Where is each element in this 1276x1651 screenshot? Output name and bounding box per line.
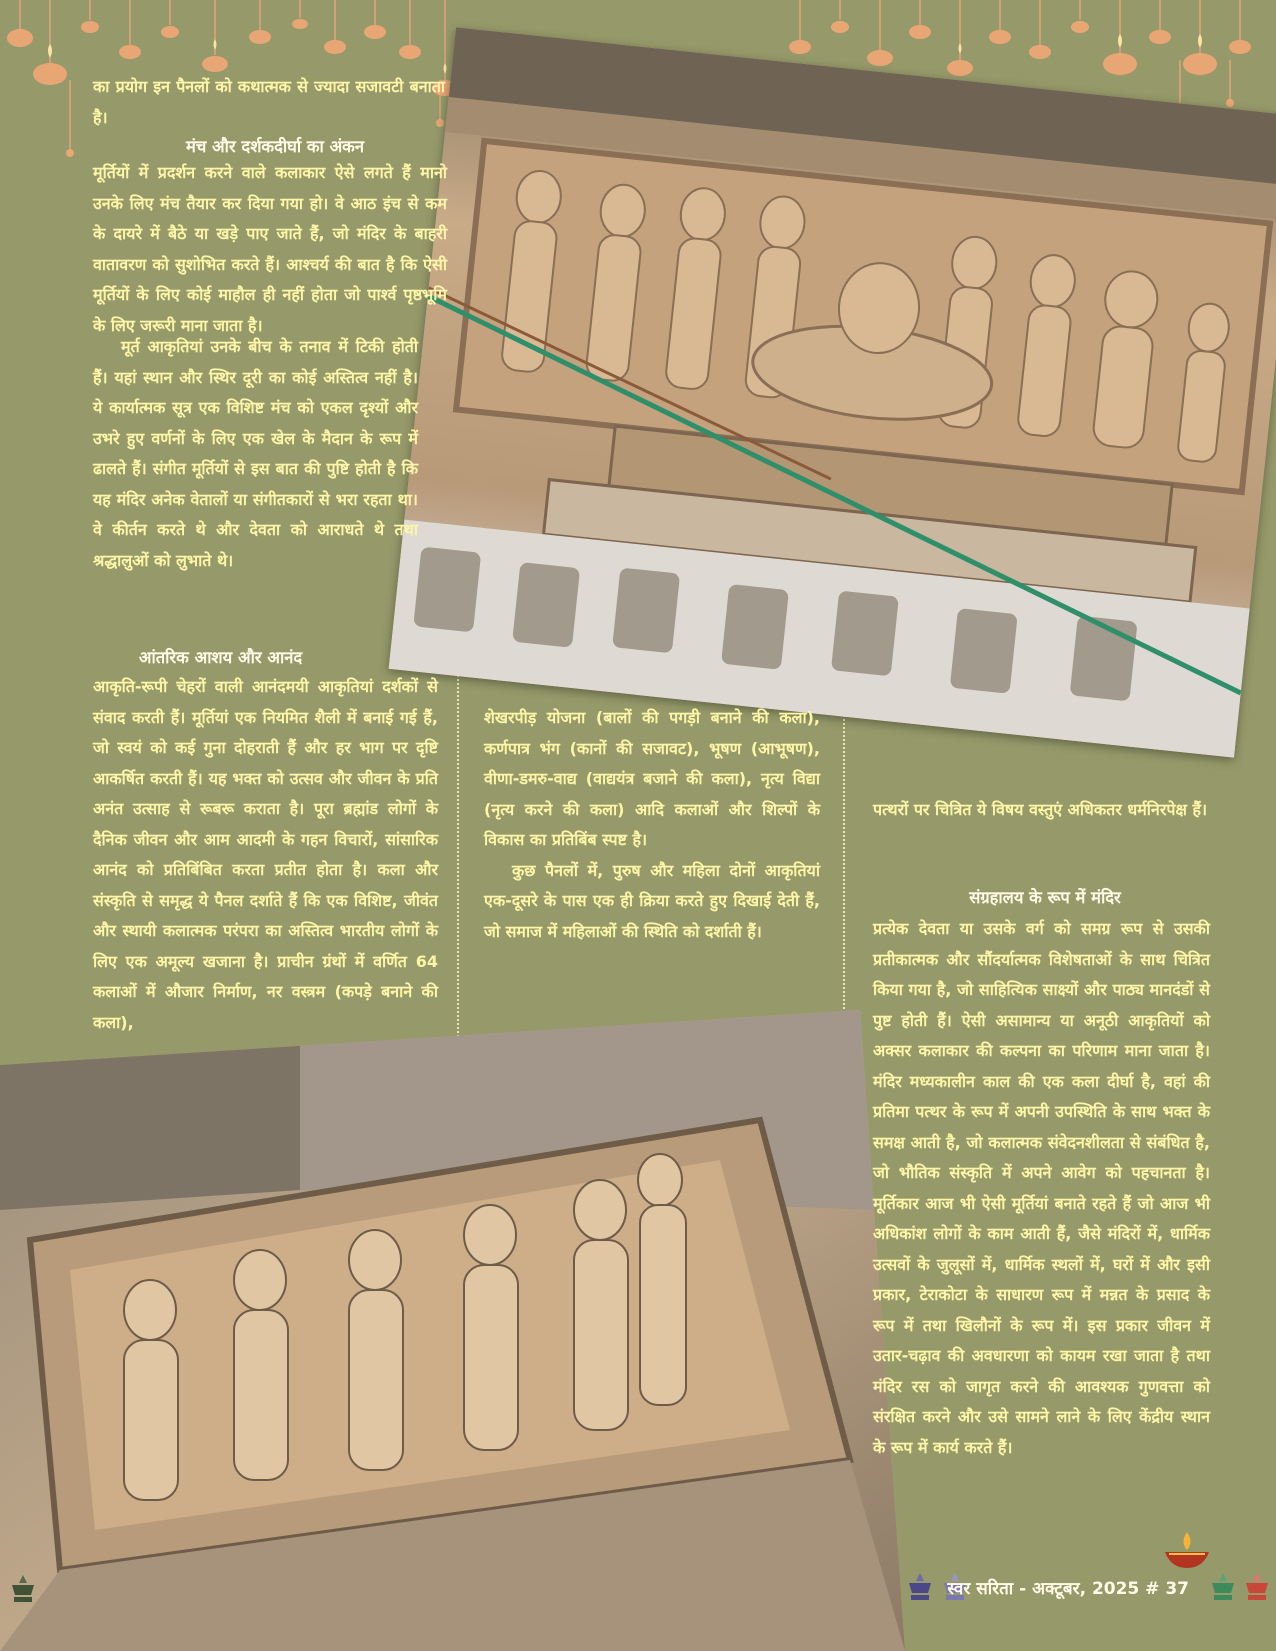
middle-paragraph-2: कुछ पैनलों में, पुरुष और महिला दोनों आकृतियां एक-दूसरे के पास एक ही क्रिया करते हुए दिखाई देती हैं, जो समाज में महिलाओं की स्थिति को दर्शाती हैं। — [484, 860, 820, 941]
left-text-block-3 — [93, 672, 438, 1038]
left-intro-paragraph: का प्रयोग इन पैनलों को कथात्मक से ज्यादा सजावटी बनाता है। — [93, 77, 445, 127]
column-divider-right — [843, 700, 845, 1020]
left-text-block-2 — [93, 332, 418, 576]
right-intro-text — [873, 795, 1210, 826]
middle-text-block — [484, 703, 820, 947]
temple-frieze-photo-top — [389, 27, 1276, 757]
temple-frieze-photo-bottom — [0, 1010, 905, 1651]
footer-lamp-icon-right-4 — [1242, 1571, 1272, 1605]
middle-paragraph-1: शेखरपीड़ योजना (बालों की पगड़ी बनाने की कला), कर्णपात्र भंग (कानों की सजावट), भूषण (आभूषण), वीणा-डमरु-वाद्य (वाद्ययंत्र बजाने की कला), नृत्य विद्या (नृत्य करने की कला) आदि कलाओं और शिल्पों के विकास का प्रतिबिंब स्पष्ट है। — [484, 708, 820, 849]
section-heading-inner-meaning: आंतरिक आशय और आनंद — [138, 648, 303, 667]
diya-lamp-icon — [1163, 1530, 1211, 1570]
left-text-block-1 — [93, 158, 447, 341]
left-intro-text — [93, 72, 445, 133]
left-paragraph-1: मूर्तियों में प्रदर्शन करने वाले कलाकार ऐसे लगते हैं मानो उनके लिए मंच तैयार कर दिया गया हो। वे आठ इंच से कम के दायरे में बैठे या खड़े पाए जाते हैं, जो मंदिर के बाहरी वातावरण को सुशोभित करते हैं। आश्चर्य की बात है कि ऐसी मूर्तियों के लिए कोई माहौल ही नहीं होता जो पार्श्व पृष्ठभूमि के लिए जरूरी माना जाता है। — [93, 163, 447, 335]
right-text-block — [873, 914, 1210, 1463]
page-footer: स्वर सरिता - अक्टूबर, 2025 # 37 — [947, 1579, 1189, 1599]
section-heading-stage: मंच और दर्शकदीर्घा का अंकन — [185, 137, 365, 156]
footer-lamp-icon-left-1 — [8, 1573, 38, 1607]
right-paragraph-1: प्रत्येक देवता या उसके वर्ग को समग्र रूप से उसकी प्रतीकात्मक और सौंदर्यात्मक विशेषताओं के साथ चित्रित किया गया है, जो साहित्यिक साक्ष्यों और पाठ्य मानदंडों से पुष्ट होती हैं। ऐसी असामान्य या अनूठी आकृतियों को अक्सर कलाकार की कल्पना का परिणाम माना जाता है। मंदिर मध्यकालीन काल की एक कला दीर्घा है, वहां की प्रतिमा पत्थर के रूप में अपनी उपस्थिति के साथ भक्त के समक्ष आती है, जो कलात्मक संवेदनशीलता से संबंधित है, जो भौतिक संस्कृति में अपने आवेग को पहचानता है। मूर्तिकार आज भी ऐसी मूर्तियां बनाते रहते हैं जो आज भी अधिकांश लोगों के काम आती हैं, जैसे मंदिरों में, धार्मिक उत्सवों के जुलूसों में, धार्मिक स्थलों में, घरों में और इसी प्रकार, टेराकोटा के साधारण रूप में मन्नत के प्रसाद के रूप में तथा खिलौनों के रूप में। इस प्रकार जीवन में उतार-चढ़ाव की अवधारणा को कायम रखा जाता है तथा मंदिर रस को जागृत करने की आवश्यक गुणवत्ता को संरक्षित करने और उसे सामने लाने के लिए केंद्रीय स्थान के रूप में कार्य करते हैं। — [873, 919, 1210, 1457]
footer-lamp-icon-right-3 — [1208, 1571, 1238, 1605]
right-intro-paragraph: पत्थरों पर चित्रित ये विषय वस्तुएं अधिकतर धर्मनिरपेक्ष हैं। — [873, 800, 1208, 819]
footer-lamp-icon-right-1 — [905, 1571, 935, 1605]
section-heading-museum: संग्रहालय के रूप में मंदिर — [969, 888, 1121, 907]
left-paragraph-2: मूर्त आकृतियां उनके बीच के तनाव में टिकी होती हैं। यहां स्थान और स्थिर दूरी का कोई अस्तित्व नहीं है। ये कार्यात्मक सूत्र एक विशिष्ट मंच को एकल दृश्यों और उभरे हुए वर्णनों के लिए एक खेल के मैदान के रूप में ढालते हैं। संगीत मूर्तियों से इस बात की पुष्टि होती है कि यह मंदिर अनेक वेतालों या संगीतकारों से भरा रहता था। वे कीर्तन करते थे और देवता को आराधते थे तथा श्रद्धालुओं को लुभाते थे। — [93, 337, 418, 570]
left-paragraph-3: आकृति-रूपी चेहरों वाली आनंदमयी आकृतियां दर्शकों से संवाद करती हैं। मूर्तियां एक नियमित शैली में बनाई गई हैं, जो स्वयं को कई गुना दोहराती हैं और हर भाग पर दृष्टि आकर्षित करती हैं। यह भक्त को उत्सव और जीवन के प्रति अनंत उत्साह से रूबरू कराता है। पूरा ब्रह्मांड लोगों के दैनिक जीवन और आम आदमी के गहन विचारों, सांसारिक आनंद को प्रतिबिंबित करता प्रतीत होता है। कला और संस्कृति से समृद्ध ये पैनल दर्शाते हैं कि एक विशिष्ट, जीवंत और स्थायी कलात्मक परंपरा का अस्तित्व भारतीय लोगों के लिए एक अमूल्य खजाना है। प्राचीन ग्रंथों में वर्णित 64 कलाओं में औजार निर्माण, नर वस्त्रम (कपड़े बनाने की कला), — [93, 677, 438, 1032]
